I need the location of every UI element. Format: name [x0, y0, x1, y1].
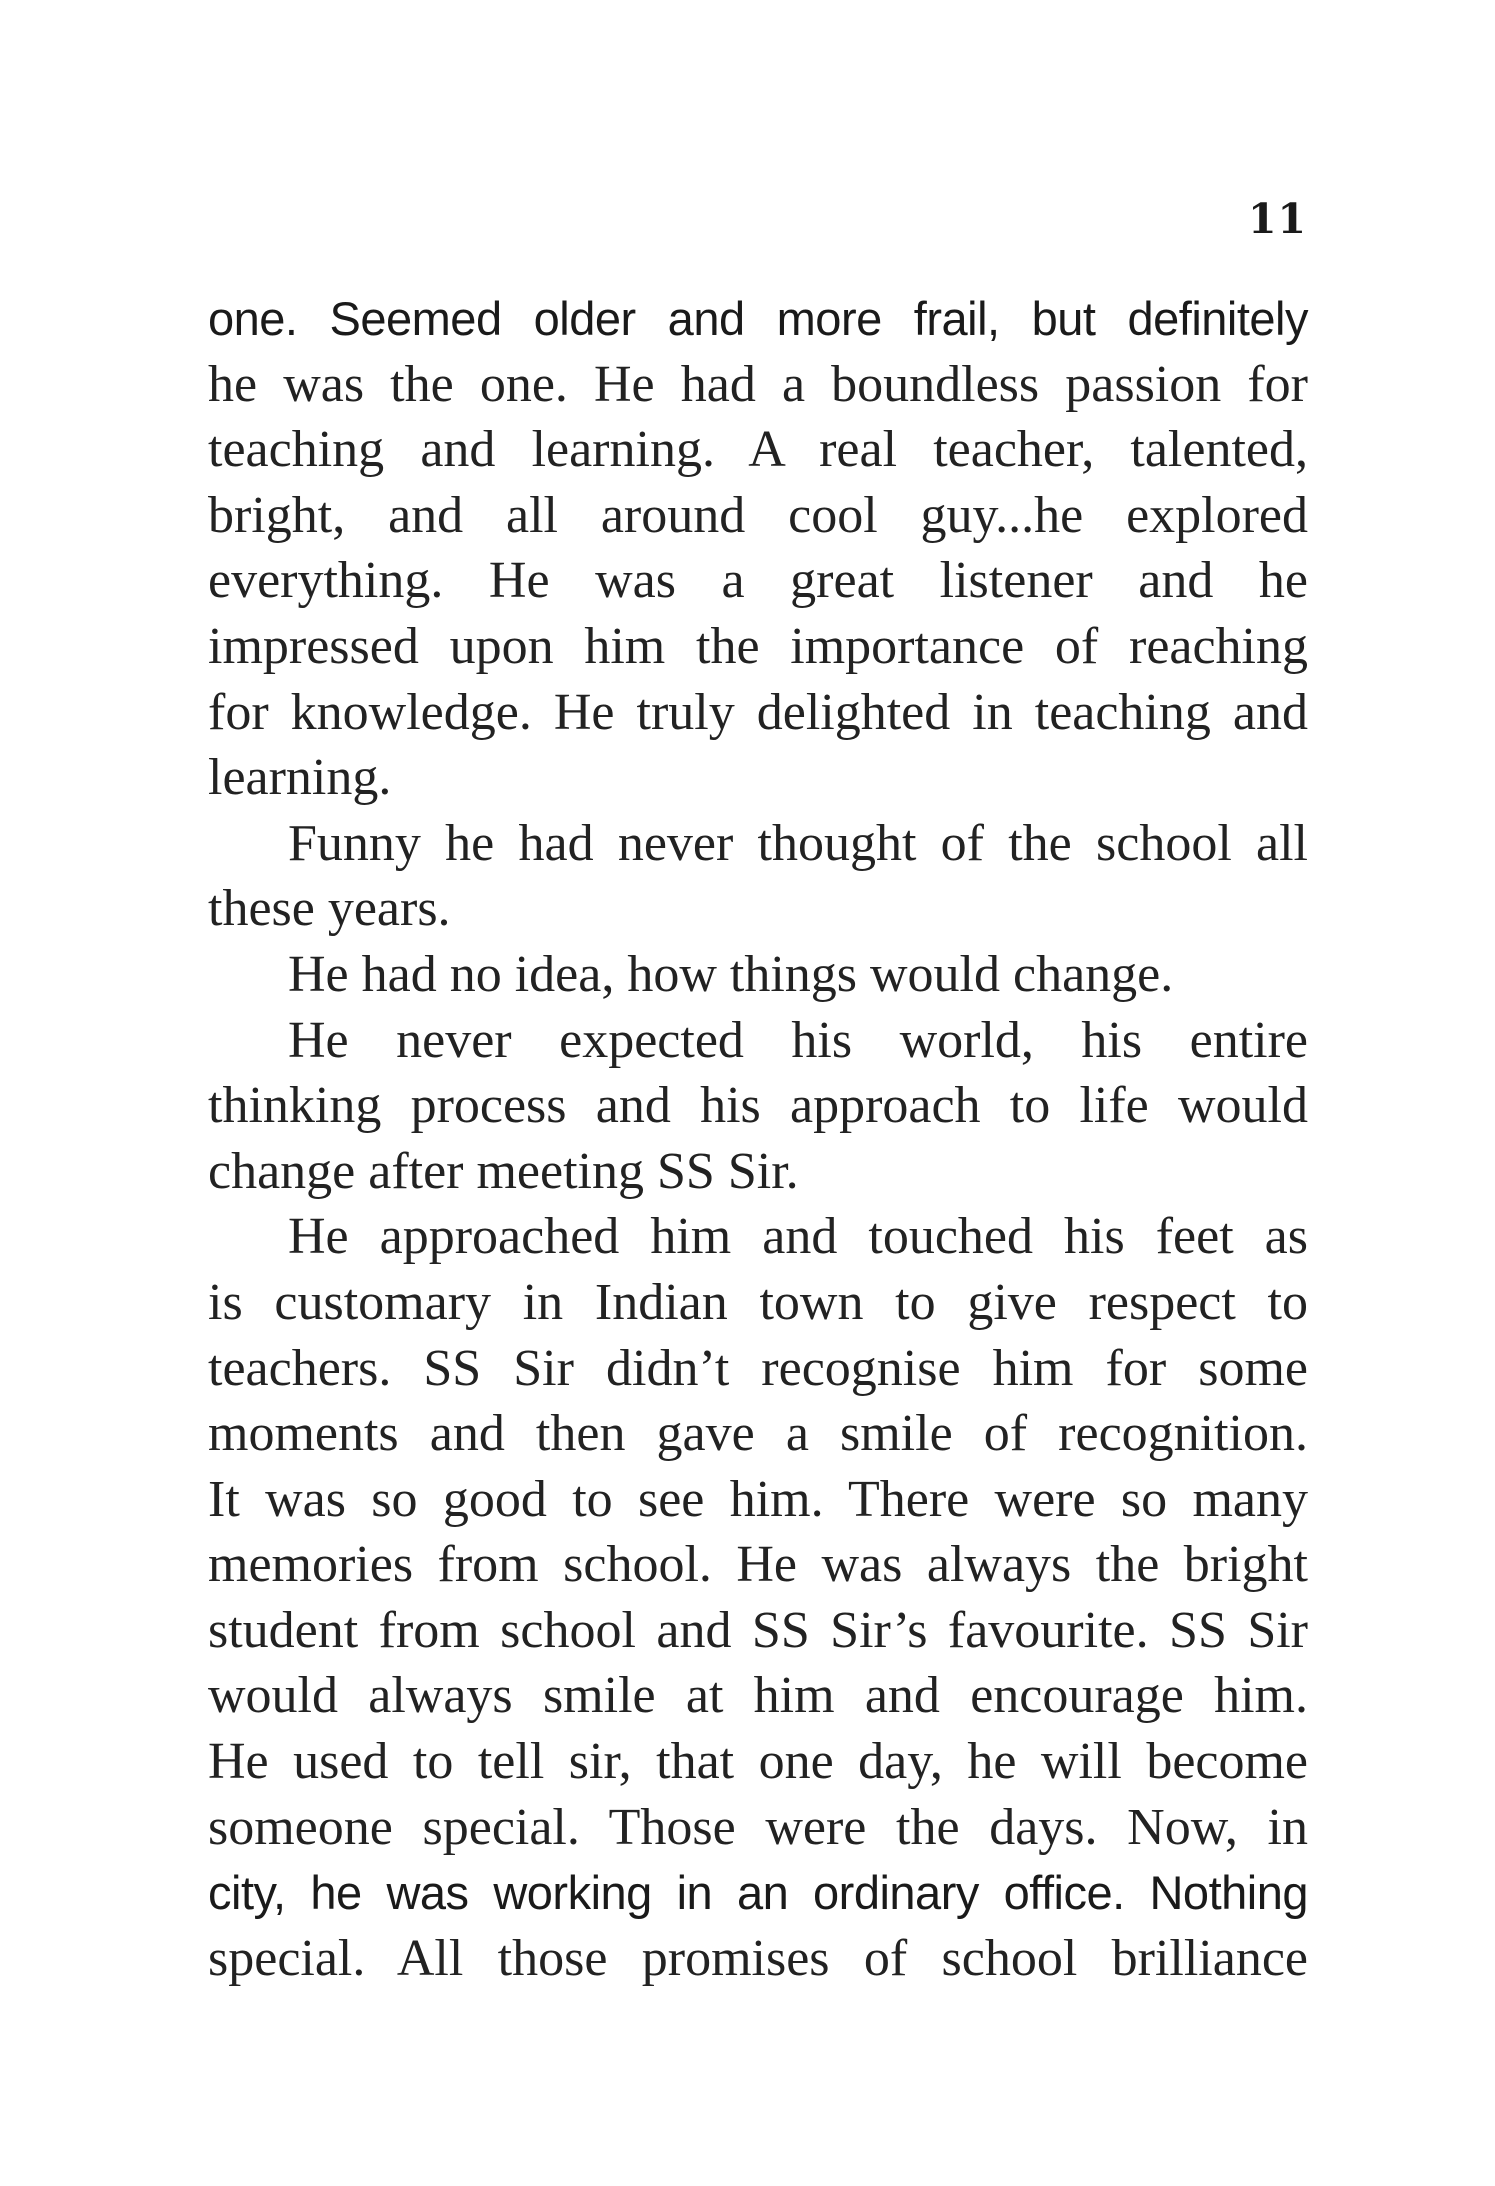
text-line: He used to tell sir, that one day, he will become: [208, 1733, 1308, 1791]
text-line: teaching and learning. A real teacher, talented,: [208, 421, 1308, 479]
text-line: It was so good to see him. There were so many: [208, 1470, 1308, 1528]
page-number: 11: [1247, 195, 1307, 243]
text-line: someone special. Those were the days. Now, in: [208, 1798, 1308, 1856]
text-line: He approached him and touched his feet as: [288, 1208, 1308, 1266]
text-line: city, he was working in an ordinary office. Nothing: [208, 1866, 1308, 1920]
paragraph: [208, 942, 1308, 1008]
text-line: for knowledge. He truly delighted in teaching and: [208, 683, 1308, 741]
text-line: memories from school. He was always the bright: [208, 1536, 1308, 1594]
text-line: change after meeting SS Sir.: [208, 1142, 799, 1200]
text-line: learning.: [208, 749, 392, 807]
body-text: [208, 286, 1308, 1991]
text-line: he was the one. He had a boundless passion for: [208, 355, 1308, 413]
text-line: He had no idea, how things would change.: [288, 945, 1174, 1003]
text-line: impressed upon him the importance of reaching: [208, 617, 1308, 675]
text-line: special. All those promises of school brilliance: [208, 1929, 1308, 1987]
paragraph: [208, 1008, 1308, 1205]
text-line: would always smile at him and encourage him.: [208, 1667, 1308, 1725]
text-line: moments and then gave a smile of recognition.: [208, 1405, 1308, 1463]
text-line: teachers. SS Sir didn’t recognise him for some: [208, 1339, 1308, 1397]
text-line: one. Seemed older and more frail, but definitely: [208, 292, 1308, 345]
paragraph: [208, 811, 1308, 942]
paragraph: [208, 286, 1308, 811]
text-line: thinking process and his approach to life would: [208, 1077, 1308, 1135]
text-line: student from school and SS Sir’s favourite. SS Sir: [208, 1601, 1308, 1659]
text-line: is customary in Indian town to give respect to: [208, 1273, 1308, 1331]
text-line: these years.: [208, 880, 451, 938]
text-line: everything. He was a great listener and he: [208, 552, 1308, 610]
text-line: bright, and all around cool guy...he explored: [208, 486, 1308, 544]
text-line: He never expected his world, his entire: [288, 1011, 1308, 1069]
text-line: Funny he had never thought of the school all: [288, 814, 1308, 872]
paragraph: [208, 1204, 1308, 1991]
